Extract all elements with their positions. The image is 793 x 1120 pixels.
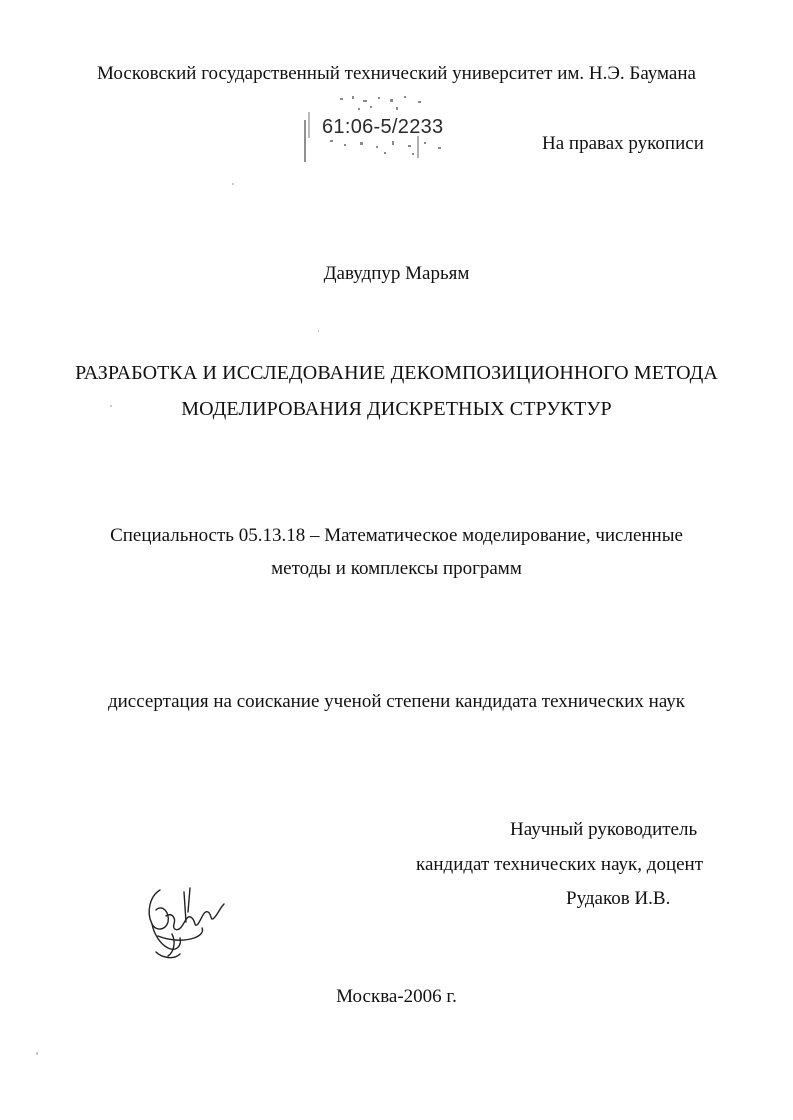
stamp-number: 61:06-5/2233	[322, 116, 444, 138]
scan-speck	[318, 330, 319, 332]
degree-statement: диссертация на соискание ученой степени кандидата технических наук	[107, 691, 686, 712]
supervisor-title: кандидат технических наук, доцент	[416, 854, 704, 875]
specialty-line-1: Специальность 05.13.18 – Математическое моделирование, численные	[110, 525, 683, 546]
thesis-title-line-2: МОДЕЛИРОВАНИЯ ДИСКРЕТНЫХ СТРУКТУР	[181, 398, 612, 420]
scan-speck	[232, 183, 234, 185]
city-year: Москва-2006 г.	[336, 986, 457, 1007]
author-signature	[138, 882, 228, 964]
supervisor-name: Рудаков И.В.	[566, 888, 671, 909]
scan-speck	[110, 405, 112, 407]
scan-speck	[36, 1052, 38, 1055]
thesis-title-line-1: РАЗРАБОТКА И ИССЛЕДОВАНИЕ ДЕКОМПОЗИЦИОННОГО МЕТОДА	[75, 362, 718, 384]
author-name: Давудпур Марьям	[323, 263, 470, 284]
manuscript-rights-label: На правах рукописи	[542, 133, 704, 154]
supervisor-role: Научный руководитель	[510, 819, 698, 840]
university-name: Московский государственный технический университет им. Н.Э. Баумана	[97, 63, 696, 84]
specialty-line-2: методы и комплексы программ	[271, 558, 522, 579]
library-stamp	[300, 92, 470, 162]
